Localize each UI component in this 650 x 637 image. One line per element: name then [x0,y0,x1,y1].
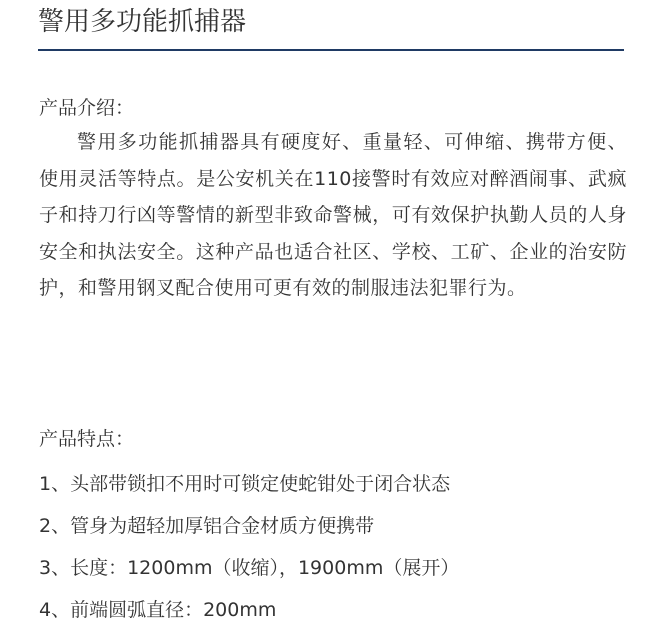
title-divider [38,49,624,51]
features-list [39,463,627,631]
feature-item-3: 3、长度：1200mm（收缩），1900mm（展开） [39,557,460,579]
feature-item-1: 1、头部带锁扣不用时可锁定使蛇钳处于闭合状态 [39,473,451,495]
feature-item-2: 2、管身为超轻加厚铝合金材质方便携带 [39,515,375,537]
page-title: 警用多功能抓捕器 [38,7,247,37]
features-heading: 产品特点： [39,428,135,450]
feature-item-4: 4、前端圆弧直径：200mm [39,599,277,621]
intro-heading: 产品介绍： [39,97,135,119]
intro-paragraph: 警用多功能抓捕器具有硬度好、重量轻、可伸缩、携带方便、 使用灵活等特点。是公安机关在110接警时有效应对醉酒闹事、武疯子和持刀行凶等警情的新型非致命警械，可有效保护执勤人员的人身安全和执法安全。这种产品也适合社区、学校、工矿、企业的治安防护，和警用钢叉配合使用可更有效的制服违法犯罪行为。 [39,131,627,300]
